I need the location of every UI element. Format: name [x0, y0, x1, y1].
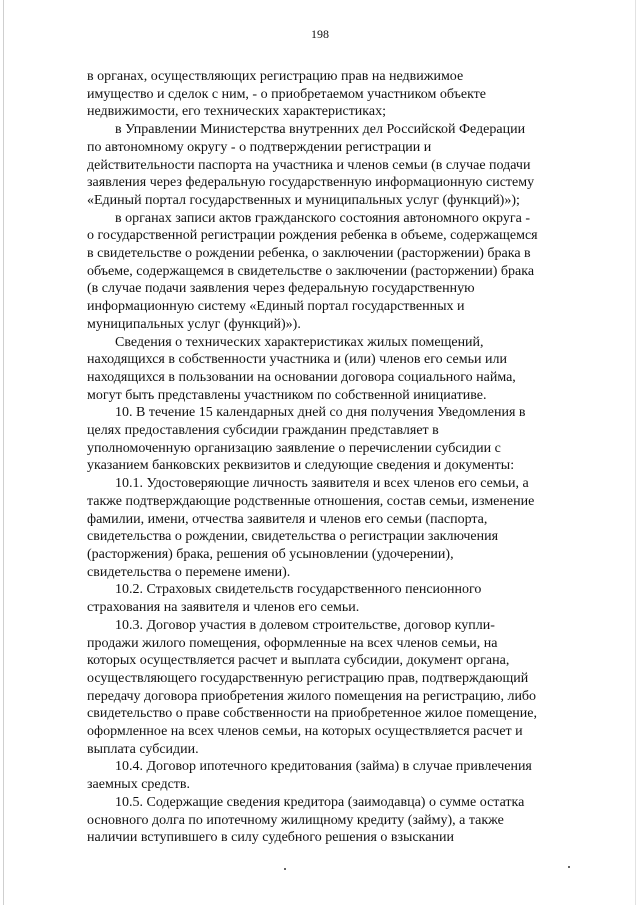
document-body [87, 68, 569, 847]
page-number: 198 [311, 27, 329, 41]
paragraph-item-10-4: 10.4. Договор ипотечного кредитования (займа) в случае привлечения заемных средств. [87, 759, 532, 793]
paragraph-item-10-3: 10.3. Договор участия в долевом строительстве, договор купли- продажи жилого помещения, оформленные на всех членов семьи, на которых осуществляется расчет и выплата субсидии, документ органа, осуществляющего государственную регистрацию прав, подтверждающий передачу договора приобретения жилого помещения на регистрацию, либо свидетельство о праве собственности на приобретенное жилое помещение, оформленное на всех членов семьи, на которых осуществляется расчет и выплата субсидии. [87, 617, 537, 757]
paragraph-item-10-1: 10.1. Удостоверяющие личность заявителя и всех членов его семьи, а также подтверждающие родственные отношения, состав семьи, изменение фамилии, имени, отчества заявителя и членов его семьи (паспорта, свидетельства о рождении, свидетельства о регистрации заключения (расторжения) брака, решения об усыновлении (удочерении), свидетельства о перемене имени). [87, 476, 535, 580]
paragraph-housing-info: Сведения о технических характеристиках жилых помещений, находящихся в собственности участника и (или) членов его семьи или находящихся в пользовании на основании договора социального найма, могут быть представлены участником по собственной инициативе. [87, 334, 516, 403]
paragraph-item-10-5: 10.5. Содержащие сведения кредитора (заимодавца) о сумме остатка основного долга по ипотечному жилищному кредиту (займу), а также наличии вступившего в силу судебного решения о взыскании [87, 794, 525, 846]
paragraph-item-10: 10. В течение 15 календарных дней со дня получения Уведомления в целях предоставления субсидии гражданин представляет в уполномоченную организацию заявление о перечислении субсидии с указанием банковских реквизитов и следующие сведения и документы: [87, 405, 526, 474]
scan-edge-right [635, 0, 636, 905]
scan-speck [568, 866, 570, 868]
paragraph-registration-authorities: в органах, осуществляющих регистрацию прав на недвижимое имущество и сделок с ним, - о приобретаемом участником объекте недвижимости, его технических характеристиках; [87, 69, 487, 120]
paragraph-zags: в органах записи актов гражданского состояния автономного округа - о государственной регистрации рождения ребенка в объеме, содержащемся в свидетельстве о рождении ребенка, о заключении (расторжении) брака в объеме, содержащемся в свидетельстве о заключении (расторжении) брака (в случае подачи заявления через федеральную государственную информационную систему «Единый портал государственных и муниципальных услуг (функций)»). [87, 210, 538, 332]
paragraph-item-10-2: 10.2. Страховых свидетельств государственного пенсионного страхования на заявителя и членов его семьи. [87, 582, 482, 616]
scan-speck [284, 868, 286, 870]
paragraph-mvd: в Управлении Министерства внутренних дел Российской Федерации по автономному округу - о подтверждении регистрации и действительности паспорта на участника и членов семьи (в случае подачи заявления через федеральную государственную информационную систему «Единый портал государственных и муниципальных услуг (функций)»); [87, 122, 535, 208]
scan-edge-left [3, 0, 4, 905]
